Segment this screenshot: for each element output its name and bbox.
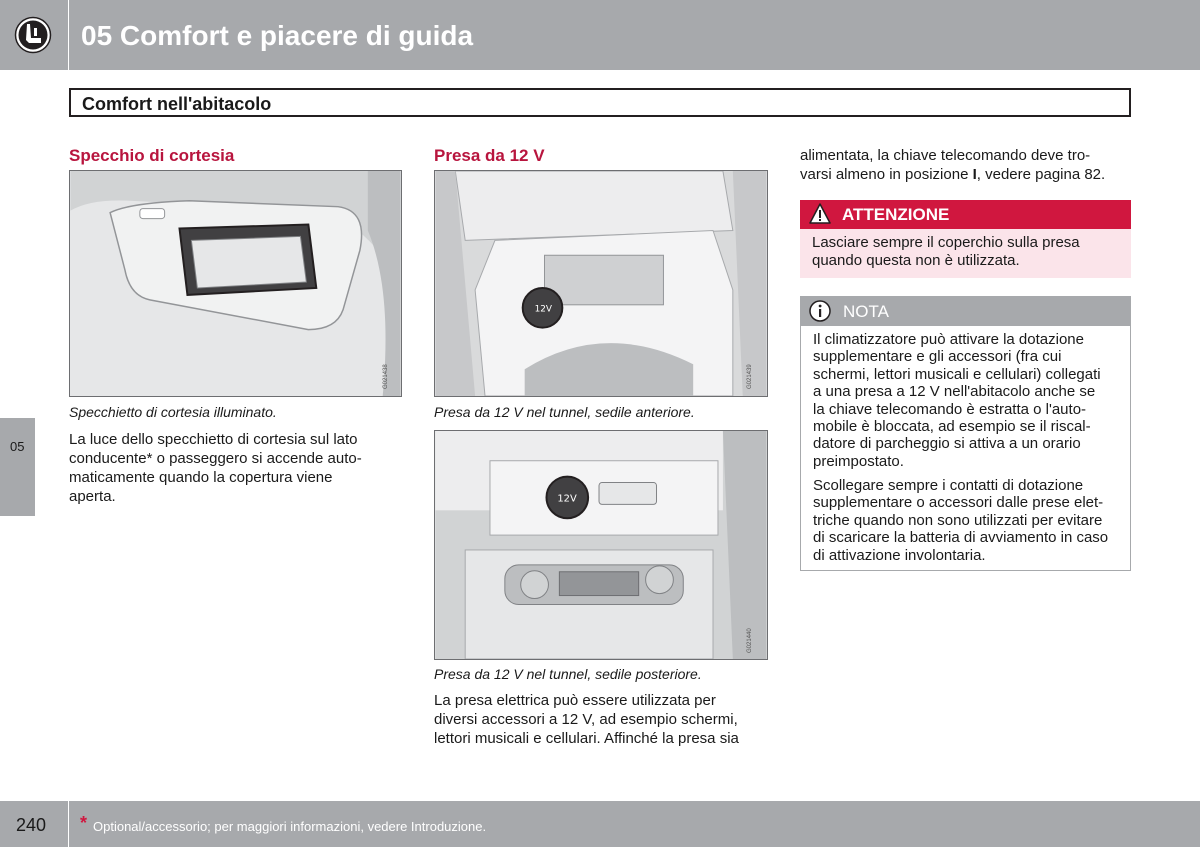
vanity-mirror-illustration (70, 171, 401, 396)
note-paragraph-2 (813, 477, 1123, 564)
text-line: preimpostato. (813, 452, 904, 470)
seat-icon (14, 16, 52, 54)
text-line: lettori musicali e cellulari. Affinché la presa sia (434, 730, 739, 747)
warning-triangle-icon (809, 203, 831, 225)
figure-code: G021438 (383, 364, 389, 389)
front-socket-illustration (435, 171, 767, 396)
text-line: supplementare e gli accessori (fra cui (813, 348, 1062, 366)
text-line: conducente* o passeggero si accende auto- (69, 450, 362, 467)
text-line: schermi, lettori musicali e cellulari) collegati (813, 365, 1101, 383)
text-line: diversi accessori a 12 V, ad esempio schermi, (434, 711, 738, 728)
text-line: di attivazione involontaria. (813, 546, 986, 564)
text-line: La presa elettrica può essere utilizzata per (434, 692, 716, 709)
chapter-tab (0, 418, 35, 516)
caption-12v-front: Presa da 12 V nel tunnel, sedile anteriore. (434, 404, 695, 420)
text-line: Il climatizzatore può attivare la dotazione (813, 331, 1084, 348)
text-line: la chiave telecomando è estratta o l'auto- (813, 400, 1087, 418)
section-heading-box (69, 88, 1131, 117)
text-line: mobile è bloccata, ad esempio se il riscal- (813, 418, 1091, 436)
note-paragraph-1 (813, 331, 1123, 470)
figure-code: G021439 (747, 364, 753, 389)
body-vanity-mirror (69, 430, 399, 506)
footnote-star: * (80, 813, 88, 833)
text-line: a una presa a 12 V nell'abitacolo anche se (813, 383, 1096, 401)
chapter-title: 05 Comfort e piacere di guida (81, 20, 474, 51)
warning-text (812, 234, 1124, 270)
rear-socket-illustration (435, 431, 767, 659)
text-line: Lasciare sempre il coperchio sulla presa (812, 234, 1080, 251)
figure-12v-rear (434, 430, 768, 660)
text-line: maticamente quando la copertura viene (69, 469, 333, 486)
note-box (800, 296, 1131, 571)
figure-12v-front (434, 170, 768, 397)
text-line: supplementare o accessori dalle prese elet- (813, 494, 1104, 512)
text-line: di scaricare la batteria di avviamento in caso (813, 529, 1109, 547)
note-header (801, 297, 1130, 326)
key-position: I (972, 166, 977, 183)
figure-vanity-mirror (69, 170, 402, 397)
note-title: NOTA (843, 302, 889, 321)
caption-vanity-mirror: Specchietto di cortesia illuminato. (69, 404, 277, 420)
heading-12v-socket: Presa da 12 V (434, 146, 545, 165)
info-icon (809, 300, 831, 322)
warning-header (800, 200, 1131, 229)
text-line: aperta. (69, 488, 116, 505)
text-line (800, 165, 1135, 184)
heading-vanity-mirror: Specchio di cortesia (69, 146, 235, 165)
caption-12v-rear: Presa da 12 V nel tunnel, sedile posteriore. (434, 666, 702, 682)
chapter-tab-label: 05 (10, 439, 25, 454)
text-line: Scollegare sempre i contatti di dotazione (813, 477, 1084, 494)
text-segment: varsi almeno in posizione (800, 166, 973, 183)
warning-box (800, 200, 1131, 278)
socket-label-rear: 12V (557, 493, 577, 505)
figure-code: G021440 (747, 628, 753, 653)
text-line: quando questa non è utilizzata. (812, 252, 1020, 269)
text-line: alimentata, la chiave telecomando deve tro- (800, 147, 1091, 164)
footnote-text: Optional/accessorio; per maggiori informazioni, vedere Introduzione. (93, 819, 487, 834)
text-line: triche quando non sono utilizzati per evitare (813, 511, 1103, 529)
text-segment: , vedere pagina 82. (976, 166, 1106, 183)
text-line: datore di parcheggio si attiva a un orario (813, 435, 1081, 453)
socket-label-front: 12V (534, 304, 553, 315)
warning-title: ATTENZIONE (842, 205, 950, 224)
body-12v-socket (434, 691, 774, 748)
page-number: 240 (16, 815, 47, 835)
text-line: La luce dello specchietto di cortesia sul lato (69, 431, 358, 448)
body-continuation (800, 146, 1135, 184)
section-title: Comfort nell'abitacolo (82, 94, 272, 114)
